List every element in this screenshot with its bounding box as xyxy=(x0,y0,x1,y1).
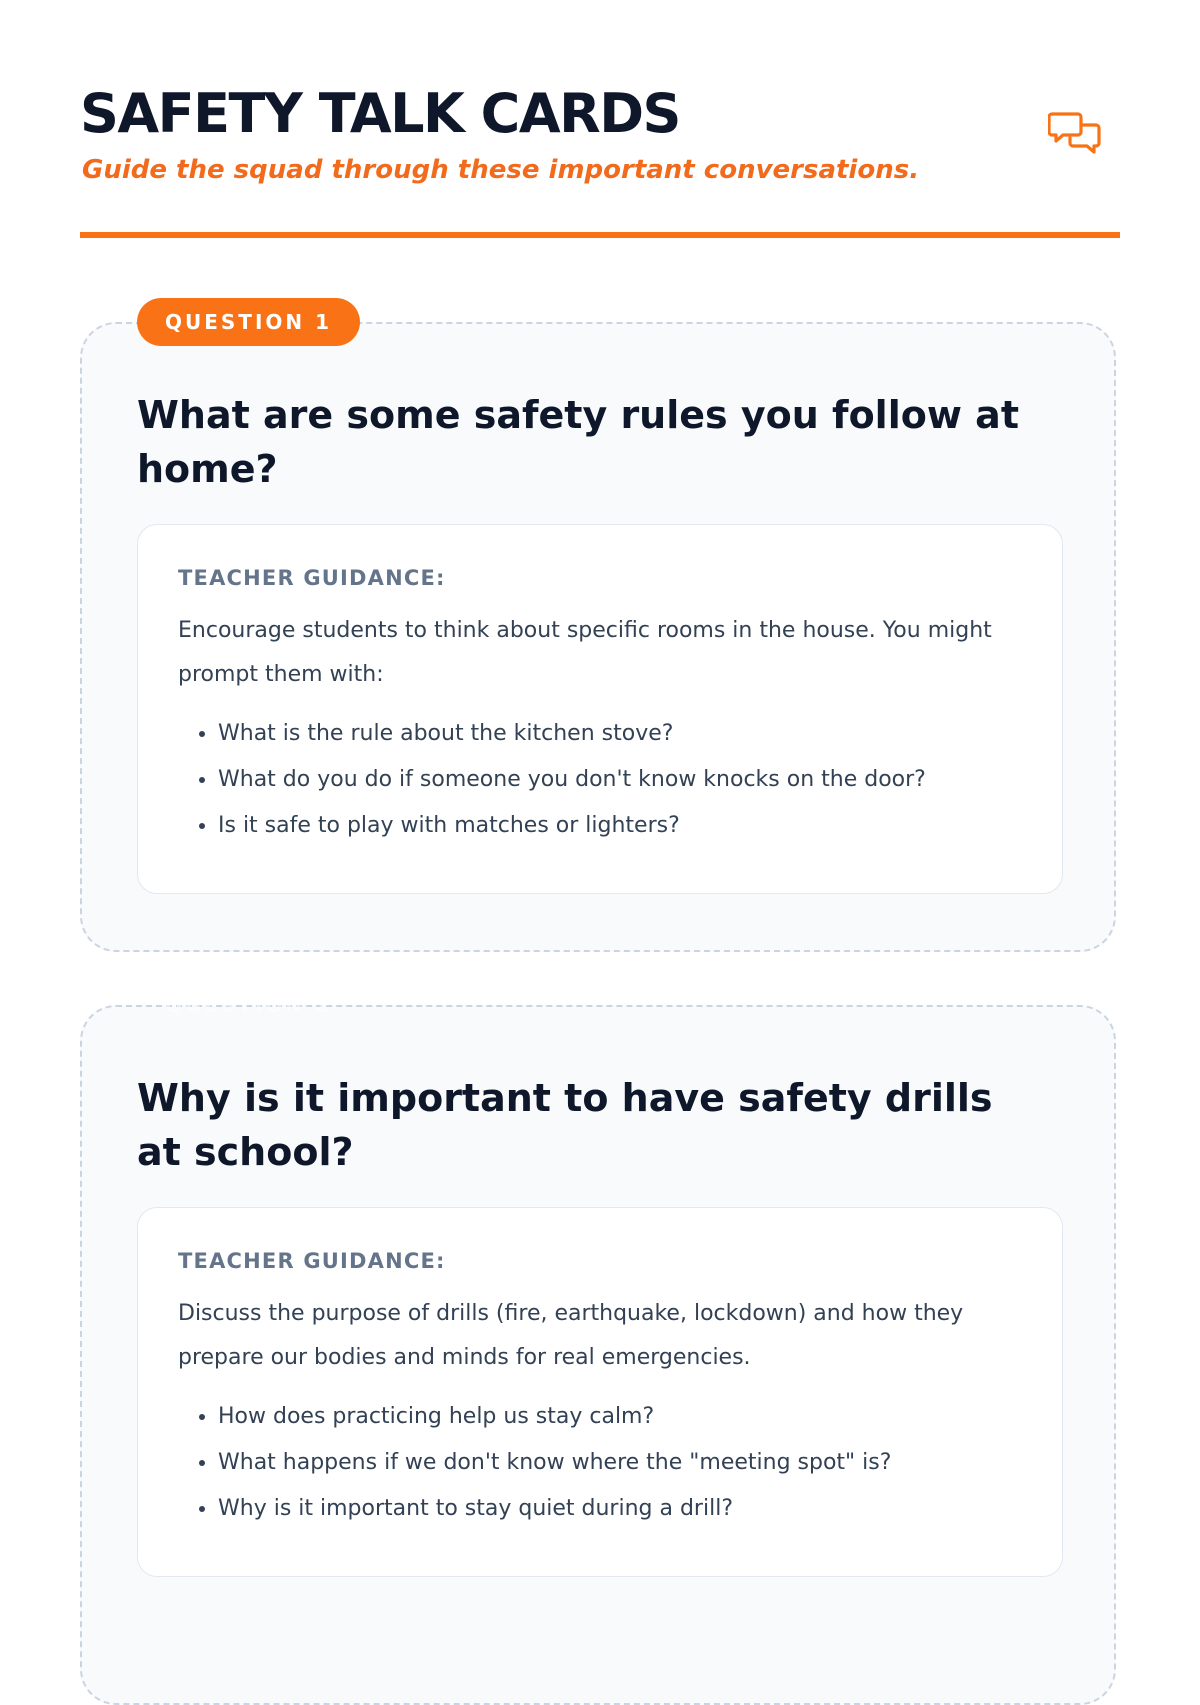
header-divider xyxy=(80,232,1120,238)
question-text: Why is it important to have safety drills at school? xyxy=(137,1076,993,1174)
prompt-item: • Why is it important to stay quiet during a drill? xyxy=(218,1486,1022,1532)
question-text: What are some safety rules you follow at home? xyxy=(137,393,1019,491)
prompt-item: • What happens if we don't know where the "meeting spot" is? xyxy=(218,1440,1022,1486)
page-subtitle: Guide the squad through these important conversations. xyxy=(82,155,920,185)
prompt-item: • How does practicing help us stay calm? xyxy=(218,1394,1022,1440)
question-badge: QUESTION 2 xyxy=(165,993,333,1017)
chat-bubbles-icon xyxy=(1048,108,1102,162)
guidance-label: TEACHER GUIDANCE: xyxy=(178,1249,446,1273)
guidance-text: Encourage students to think about specific rooms in the house. You might prompt them with: xyxy=(178,618,992,687)
page-header xyxy=(80,0,1120,240)
teacher-guidance-box xyxy=(137,1207,1063,1577)
page-title: SAFETY TALK CARDS xyxy=(80,82,680,145)
prompt-list xyxy=(178,711,1022,849)
question-card-2 xyxy=(80,993,1116,1705)
prompt-item: • What is the rule about the kitchen stove? xyxy=(218,711,1022,757)
question-card-1 xyxy=(80,310,1116,952)
guidance-text: Discuss the purpose of drills (fire, earthquake, lockdown) and how they prepare our bodies and minds for real emergencies. xyxy=(178,1301,964,1370)
guidance-label: TEACHER GUIDANCE: xyxy=(178,566,446,590)
question-badge: QUESTION 1 xyxy=(137,298,360,346)
teacher-guidance-box xyxy=(137,524,1063,894)
prompt-list xyxy=(178,1394,1022,1532)
prompt-item: • What do you do if someone you don't know knocks on the door? xyxy=(218,757,1022,803)
page xyxy=(80,0,1120,1521)
prompt-item: • Is it safe to play with matches or lighters? xyxy=(218,803,1022,849)
